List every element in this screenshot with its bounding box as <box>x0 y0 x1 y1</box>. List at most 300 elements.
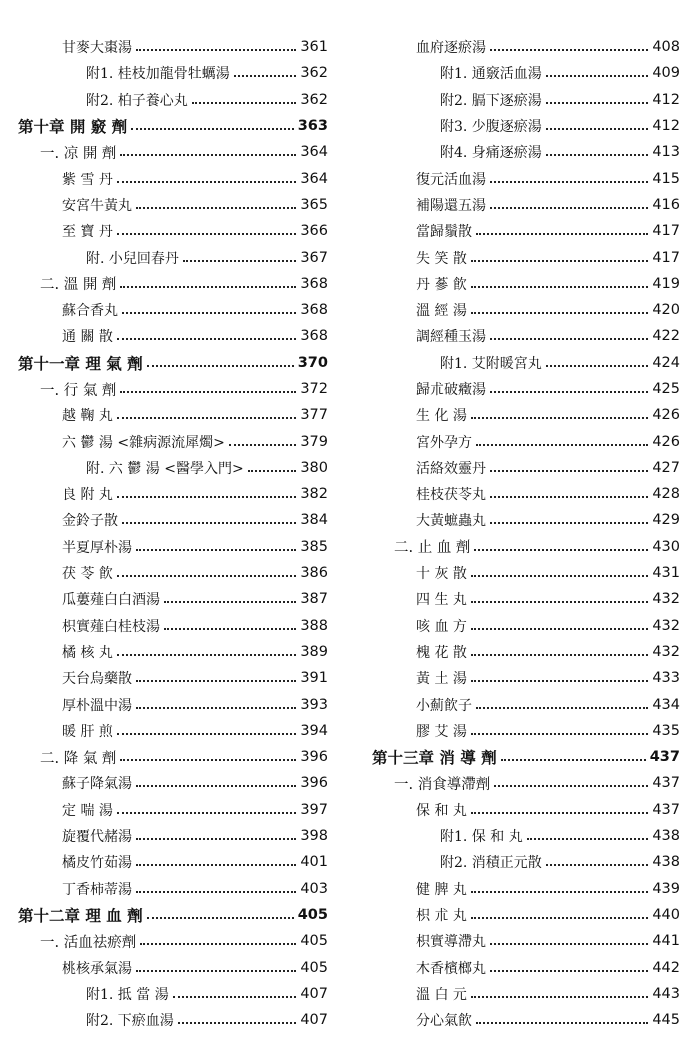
toc-entry[interactable] <box>18 560 328 586</box>
toc-page-number: 398 <box>300 828 328 845</box>
toc-entry-title: 六 鬱 湯 <雜病源流犀燭> <box>62 434 225 451</box>
toc-leader-dots <box>117 812 296 814</box>
toc-entry[interactable] <box>372 165 680 191</box>
toc-page-number: 408 <box>652 39 680 56</box>
toc-page-number: 443 <box>652 985 680 1002</box>
toc-page-number: 396 <box>300 749 328 766</box>
toc-leader-dots <box>490 207 648 209</box>
toc-page-number: 394 <box>300 722 328 739</box>
toc-entry-title: 溫 經 湯 <box>416 303 467 320</box>
toc-entry[interactable] <box>18 876 328 902</box>
toc-page-number: 405 <box>300 933 328 950</box>
toc-page-number: 428 <box>652 486 680 503</box>
toc-entry-title: 第十三章 消 導 劑 <box>372 748 497 768</box>
toc-entry-title: 定 喘 湯 <box>62 802 113 819</box>
toc-leader-dots <box>476 233 648 235</box>
toc-sub-entry[interactable] <box>372 849 680 875</box>
toc-leader-dots <box>147 365 294 367</box>
toc-page-number: 434 <box>652 696 680 713</box>
toc-entry[interactable] <box>18 165 328 191</box>
toc-leader-dots <box>471 917 648 919</box>
toc-page-number: 430 <box>652 538 680 555</box>
toc-leader-dots <box>173 996 297 998</box>
toc-leader-dots <box>136 785 296 787</box>
toc-page-number: 379 <box>300 433 328 450</box>
toc-entry-title: 大黃蟅蟲丸 <box>416 513 486 530</box>
toc-page-number: 363 <box>297 118 328 135</box>
toc-leader-dots <box>490 181 648 183</box>
toc-entry[interactable] <box>372 639 680 665</box>
toc-page-number: 384 <box>300 512 328 529</box>
toc-entry-title: 二. 止 血 劑 <box>394 540 471 557</box>
toc-leader-dots <box>234 75 297 77</box>
toc-entry-title: 歸朮破癥湯 <box>416 382 486 398</box>
toc-entry[interactable] <box>18 323 328 349</box>
toc-leader-dots <box>248 470 297 472</box>
toc-sub-entry[interactable] <box>18 60 328 86</box>
toc-entry-title: 一. 凉 開 劑 <box>40 145 117 162</box>
toc-entry-title: 附2. 消積正元散 <box>440 855 542 872</box>
toc-page-number: 442 <box>652 959 680 976</box>
toc-sub-entry[interactable] <box>18 244 328 270</box>
toc-page-number: 389 <box>300 643 328 660</box>
toc-leader-dots <box>471 891 648 893</box>
toc-entry-title: 橘 核 丸 <box>62 644 113 661</box>
toc-entry-title: 附1. 桂枝加龍骨牡蠣湯 <box>86 66 230 83</box>
toc-entry[interactable] <box>372 586 680 612</box>
toc-entry-title: 一. 行 氣 劑 <box>40 382 117 399</box>
toc-entry-title: 第十一章 理 氣 劑 <box>18 353 143 373</box>
toc-leader-dots <box>164 628 296 630</box>
toc-page-number: 419 <box>652 275 680 292</box>
toc-section-heading[interactable] <box>18 271 328 297</box>
toc-leader-dots <box>120 154 296 156</box>
toc-entry[interactable] <box>18 34 328 60</box>
toc-entry-title: 一. 活血祛瘀劑 <box>40 934 137 951</box>
toc-leader-dots <box>546 864 649 866</box>
toc-leader-dots <box>471 654 648 656</box>
toc-leader-dots <box>136 838 296 840</box>
toc-leader-dots <box>183 260 296 262</box>
toc-page-number: 440 <box>652 906 680 923</box>
toc-entry-title: 通 關 散 <box>62 329 113 346</box>
toc-leader-dots <box>136 891 296 893</box>
toc-leader-dots <box>136 864 296 866</box>
toc-page-number: 413 <box>652 144 680 161</box>
toc-leader-dots <box>117 654 296 656</box>
toc-page-number: 412 <box>652 91 680 108</box>
toc-entry[interactable] <box>372 928 680 954</box>
toc-page-number: 387 <box>300 591 328 608</box>
toc-leader-dots <box>490 943 648 945</box>
toc-entry[interactable] <box>18 218 328 244</box>
toc-entry[interactable] <box>372 718 680 744</box>
toc-page-number: 380 <box>300 459 328 476</box>
toc-leader-dots <box>136 680 296 682</box>
toc-page-number: 391 <box>300 670 328 687</box>
toc-sub-entry[interactable] <box>18 981 328 1007</box>
toc-page-number: 441 <box>652 933 680 950</box>
toc-page-number: 362 <box>300 65 328 82</box>
toc-sub-entry[interactable] <box>18 1007 328 1033</box>
toc-entry-title: 補陽還五湯 <box>416 197 486 214</box>
toc-entry[interactable] <box>18 586 328 612</box>
toc-page-number: 385 <box>300 538 328 555</box>
toc-entry-title: 瓜蔞薤白白酒湯 <box>62 592 160 609</box>
toc-page-number: 435 <box>652 722 680 739</box>
toc-leader-dots <box>471 260 648 262</box>
toc-entry[interactable] <box>372 902 680 928</box>
toc-page-number: 368 <box>300 328 328 345</box>
toc-page-number: 432 <box>652 643 680 660</box>
toc-entry-title: 甘麥大棗湯 <box>62 40 132 57</box>
toc-entry[interactable] <box>18 770 328 796</box>
toc-page-number: 407 <box>300 985 328 1002</box>
toc-leader-dots <box>471 601 648 603</box>
toc-section-heading[interactable] <box>18 376 328 402</box>
toc-entry-title: 二. 降 氣 劑 <box>40 750 117 767</box>
toc-entry-title: 十 灰 散 <box>416 566 467 583</box>
toc-entry-title: 枳 朮 丸 <box>416 907 467 924</box>
toc-entry-title: 橘皮竹茹湯 <box>62 855 132 872</box>
toc-sub-entry[interactable] <box>18 455 328 481</box>
toc-page-number: 424 <box>652 354 680 371</box>
toc-page-number: 388 <box>300 617 328 634</box>
toc-section-heading[interactable] <box>18 928 328 954</box>
toc-entry[interactable] <box>18 797 328 823</box>
toc-entry-title: 至 寶 丹 <box>62 224 113 241</box>
toc-leader-dots <box>474 549 648 551</box>
toc-entry[interactable] <box>372 323 680 349</box>
toc-leader-dots <box>490 391 648 393</box>
toc-entry-title: 調經種玉湯 <box>416 329 486 346</box>
toc-entry-title: 桂枝茯苓丸 <box>416 487 486 504</box>
toc-page-number: 368 <box>300 275 328 292</box>
toc-leader-dots <box>192 102 297 104</box>
toc-page-number: 427 <box>652 459 680 476</box>
toc-page-number: 365 <box>300 196 328 213</box>
toc-entry-title: 丁香柿蒂湯 <box>62 881 132 898</box>
toc-entry[interactable] <box>372 691 680 717</box>
toc-entry-title: 厚朴溫中湯 <box>62 697 132 714</box>
toc-entry[interactable] <box>372 797 680 823</box>
toc-leader-dots <box>494 785 648 787</box>
toc-entry-title: 第十二章 理 血 劑 <box>18 905 143 925</box>
toc-leader-dots <box>117 733 296 735</box>
toc-entry-title: 保 和 丸 <box>416 802 467 819</box>
toc-entry-title: 枳實薤白桂枝湯 <box>62 618 160 635</box>
toc-leader-dots <box>120 759 296 761</box>
toc-leader-dots <box>546 365 649 367</box>
toc-entry-title: 小薊飮子 <box>416 697 472 714</box>
toc-chapter-heading[interactable] <box>372 744 680 770</box>
toc-leader-dots <box>122 312 296 314</box>
toc-leader-dots <box>471 680 648 682</box>
toc-leader-dots <box>471 312 648 314</box>
toc-page-number: 382 <box>300 486 328 503</box>
toc-leader-dots <box>117 417 296 419</box>
toc-entry-title: 半夏厚朴湯 <box>62 539 132 556</box>
toc-entry[interactable] <box>18 192 328 218</box>
toc-chapter-heading[interactable] <box>18 350 328 376</box>
toc-page-number: 431 <box>652 565 680 582</box>
toc-leader-dots <box>140 943 296 945</box>
toc-leader-dots <box>164 601 296 603</box>
toc-entry-title: 良 附 丸 <box>62 487 113 504</box>
toc-entry-title: 復元活血湯 <box>416 171 486 188</box>
toc-leader-dots <box>527 838 649 840</box>
toc-page-number: 437 <box>652 775 680 792</box>
toc-page-number: 407 <box>300 1012 328 1029</box>
toc-page-number: 426 <box>652 407 680 424</box>
toc-entry[interactable] <box>372 560 680 586</box>
toc-entry-title: 木香檳榔丸 <box>416 960 486 977</box>
toc-leader-dots <box>476 1022 648 1024</box>
toc-page-number: 361 <box>300 39 328 56</box>
toc-page-number: 397 <box>300 801 328 818</box>
toc-page-number: 393 <box>300 696 328 713</box>
toc-section-heading[interactable] <box>372 770 680 796</box>
toc-entry-title: 一. 消食導滯劑 <box>394 776 491 793</box>
toc-entry[interactable] <box>372 876 680 902</box>
toc-sub-entry[interactable] <box>372 350 680 376</box>
toc-entry[interactable] <box>18 402 328 428</box>
toc-entry[interactable] <box>372 981 680 1007</box>
toc-leader-dots <box>136 707 296 709</box>
toc-entry[interactable] <box>372 954 680 980</box>
toc-entry[interactable] <box>18 507 328 533</box>
toc-leader-dots <box>117 181 296 183</box>
toc-sub-entry[interactable] <box>372 87 680 113</box>
toc-entry[interactable] <box>372 297 680 323</box>
toc-leader-dots <box>122 522 296 524</box>
toc-page-number: 405 <box>297 906 328 923</box>
toc-page-number: 432 <box>652 591 680 608</box>
toc-page-number: 415 <box>652 170 680 187</box>
toc-entry[interactable] <box>372 218 680 244</box>
toc-page-number: 409 <box>652 65 680 82</box>
toc-page-number: 420 <box>652 302 680 319</box>
toc-page-number: 364 <box>300 170 328 187</box>
toc-entry[interactable] <box>18 823 328 849</box>
toc-page-number: 377 <box>300 407 328 424</box>
toc-leader-dots <box>490 522 648 524</box>
toc-entry-title: 二. 溫 開 劑 <box>40 277 117 294</box>
toc-leader-dots <box>136 49 296 51</box>
toc-page-number: 433 <box>652 670 680 687</box>
toc-leader-dots <box>229 444 297 446</box>
toc-chapter-heading[interactable] <box>18 113 328 139</box>
toc-page-number: 372 <box>300 381 328 397</box>
toc-page-number: 426 <box>652 433 680 450</box>
toc-entry-title: 枳實導滯丸 <box>416 934 486 951</box>
toc-entry-title: 附2. 膈下逐瘀湯 <box>440 92 542 109</box>
toc-entry-title: 溫 白 元 <box>416 986 467 1003</box>
toc-page-number: 367 <box>300 249 328 266</box>
toc-leader-dots <box>131 128 294 130</box>
toc-entry-title: 失 笑 散 <box>416 250 467 267</box>
toc-section-heading[interactable] <box>18 139 328 165</box>
toc-entry[interactable] <box>18 297 328 323</box>
toc-page-number: 366 <box>300 223 328 240</box>
toc-leader-dots <box>546 128 649 130</box>
toc-sub-entry[interactable] <box>372 139 680 165</box>
toc-entry[interactable] <box>18 639 328 665</box>
toc-entry-title: 血府逐瘀湯 <box>416 40 486 57</box>
toc-entry-title: 蘇合香丸 <box>62 303 118 320</box>
toc-page-number: 437 <box>649 749 680 766</box>
toc-leader-dots <box>136 549 296 551</box>
toc-leader-dots <box>546 75 649 77</box>
toc-entry[interactable] <box>372 271 680 297</box>
toc-entry-title: 活絡效靈丹 <box>416 460 486 477</box>
toc-entry-title: 四 生 丸 <box>416 592 467 609</box>
toc-leader-dots <box>546 154 649 156</box>
toc-entry-title: 丹 蔘 飮 <box>416 276 467 293</box>
toc-entry[interactable] <box>372 192 680 218</box>
toc-entry[interactable] <box>372 665 680 691</box>
toc-entry[interactable] <box>372 613 680 639</box>
toc-entry-title: 附4. 身痛逐瘀湯 <box>440 145 542 162</box>
toc-entry[interactable] <box>372 376 680 402</box>
toc-entry-title: 桃核承氣湯 <box>62 960 132 977</box>
toc-leader-dots <box>476 444 648 446</box>
toc-entry[interactable] <box>18 849 328 875</box>
toc-leader-dots <box>501 759 646 761</box>
toc-entry-title: 宮外孕方 <box>416 434 472 451</box>
toc-page-number: 396 <box>300 775 328 792</box>
toc-leader-dots <box>471 575 648 577</box>
toc-page-number: 416 <box>652 196 680 213</box>
toc-entry-title: 當歸鬚散 <box>416 224 472 241</box>
toc-leader-dots <box>490 970 648 972</box>
toc-section-heading[interactable] <box>372 534 680 560</box>
toc-left-column <box>18 34 328 1033</box>
toc-sub-entry[interactable] <box>372 113 680 139</box>
toc-leader-dots <box>490 470 648 472</box>
toc-entry-title: 安宮牛黃丸 <box>62 197 132 214</box>
toc-leader-dots <box>120 286 296 288</box>
toc-entry[interactable] <box>372 507 680 533</box>
toc-entry-title: 附1. 通竅活血湯 <box>440 66 542 83</box>
toc-entry-title: 茯 苓 飮 <box>62 566 113 583</box>
toc-page-number: 438 <box>652 828 680 845</box>
toc-page-number: 429 <box>652 512 680 529</box>
toc-leader-dots <box>471 996 648 998</box>
toc-right-column <box>372 34 680 1033</box>
toc-entry[interactable] <box>372 244 680 270</box>
toc-entry-title: 附1. 艾附暖宮丸 <box>440 355 542 372</box>
toc-page-number: 437 <box>652 801 680 818</box>
toc-entry-title: 旋覆代赭湯 <box>62 829 132 846</box>
toc-page-number: 438 <box>652 854 680 871</box>
toc-entry-title: 附2. 柏子養心丸 <box>86 92 188 109</box>
toc-entry[interactable] <box>372 402 680 428</box>
toc-leader-dots <box>136 970 296 972</box>
toc-entry[interactable] <box>18 481 328 507</box>
toc-entry-title: 暖 肝 煎 <box>62 723 113 740</box>
toc-page-number: 439 <box>652 880 680 897</box>
toc-page-number: 362 <box>300 91 328 108</box>
toc-entry-title: 槐 花 散 <box>416 644 467 661</box>
toc-leader-dots <box>490 49 648 51</box>
toc-entry[interactable] <box>372 1007 680 1033</box>
toc-entry-title: 咳 血 方 <box>416 618 467 635</box>
toc-page-number: 368 <box>300 302 328 319</box>
toc-page-number: 422 <box>652 328 680 345</box>
toc-sub-entry[interactable] <box>372 60 680 86</box>
toc-page-number: 386 <box>300 565 328 582</box>
toc-page-number: 417 <box>652 223 680 240</box>
toc-leader-dots <box>490 338 648 340</box>
toc-leader-dots <box>136 207 296 209</box>
toc-leader-dots <box>546 102 649 104</box>
toc-entry[interactable] <box>372 455 680 481</box>
toc-entry-title: 健 脾 丸 <box>416 881 467 898</box>
toc-leader-dots <box>178 1022 297 1024</box>
toc-page-number: 405 <box>300 959 328 976</box>
toc-entry-title: 生 化 湯 <box>416 408 467 425</box>
toc-entry[interactable] <box>372 481 680 507</box>
toc-page-number: 432 <box>652 617 680 634</box>
toc-leader-dots <box>476 707 648 709</box>
toc-entry-title: 金鈴子散 <box>62 513 118 530</box>
toc-page-number: 364 <box>300 144 328 161</box>
toc-entry-title: 附. 六 鬱 湯 <醫學入門> <box>86 460 244 477</box>
toc-page-number: 412 <box>652 118 680 135</box>
toc-entry[interactable] <box>18 613 328 639</box>
toc-leader-dots <box>117 575 296 577</box>
toc-page-number: 445 <box>652 1012 680 1029</box>
toc-entry[interactable] <box>372 34 680 60</box>
toc-leader-dots <box>471 628 648 630</box>
toc-leader-dots <box>147 917 294 919</box>
toc-chapter-heading[interactable] <box>18 902 328 928</box>
toc-leader-dots <box>490 496 648 498</box>
toc-entry[interactable] <box>18 691 328 717</box>
toc-entry-title: 天台烏藥散 <box>62 671 132 688</box>
toc-section-heading[interactable] <box>18 744 328 770</box>
toc-entry-title: 蘇子降氣湯 <box>62 776 132 793</box>
toc-sub-entry[interactable] <box>372 823 680 849</box>
toc-entry[interactable] <box>18 954 328 980</box>
toc-entry[interactable] <box>18 534 328 560</box>
toc-entry-title: 黃 土 湯 <box>416 671 467 688</box>
toc-page-number: 425 <box>652 381 680 397</box>
toc-entry-title: 越 鞠 丸 <box>62 408 113 425</box>
toc-entry-title: 分心氣飮 <box>416 1013 472 1030</box>
toc-leader-dots <box>117 233 296 235</box>
toc-leader-dots <box>471 286 648 288</box>
toc-entry[interactable] <box>372 428 680 454</box>
toc-entry[interactable] <box>18 428 328 454</box>
toc-entry-title: 附1. 保 和 丸 <box>440 829 523 846</box>
toc-entry-title: 附2. 下瘀血湯 <box>86 1013 174 1030</box>
toc-entry-title: 第十章 開 竅 劑 <box>18 117 128 137</box>
toc-leader-dots <box>117 338 296 340</box>
toc-leader-dots <box>120 391 296 393</box>
toc-entry[interactable] <box>18 718 328 744</box>
toc-entry[interactable] <box>18 665 328 691</box>
toc-leader-dots <box>471 733 648 735</box>
toc-page-number: 417 <box>652 249 680 266</box>
toc-entry-title: 膠 艾 湯 <box>416 723 467 740</box>
toc-leader-dots <box>471 812 648 814</box>
toc-sub-entry[interactable] <box>18 87 328 113</box>
toc-page-number: 401 <box>300 854 328 871</box>
toc-entry-title: 附. 小兒回春丹 <box>86 250 179 267</box>
toc-page-number: 370 <box>297 354 328 371</box>
